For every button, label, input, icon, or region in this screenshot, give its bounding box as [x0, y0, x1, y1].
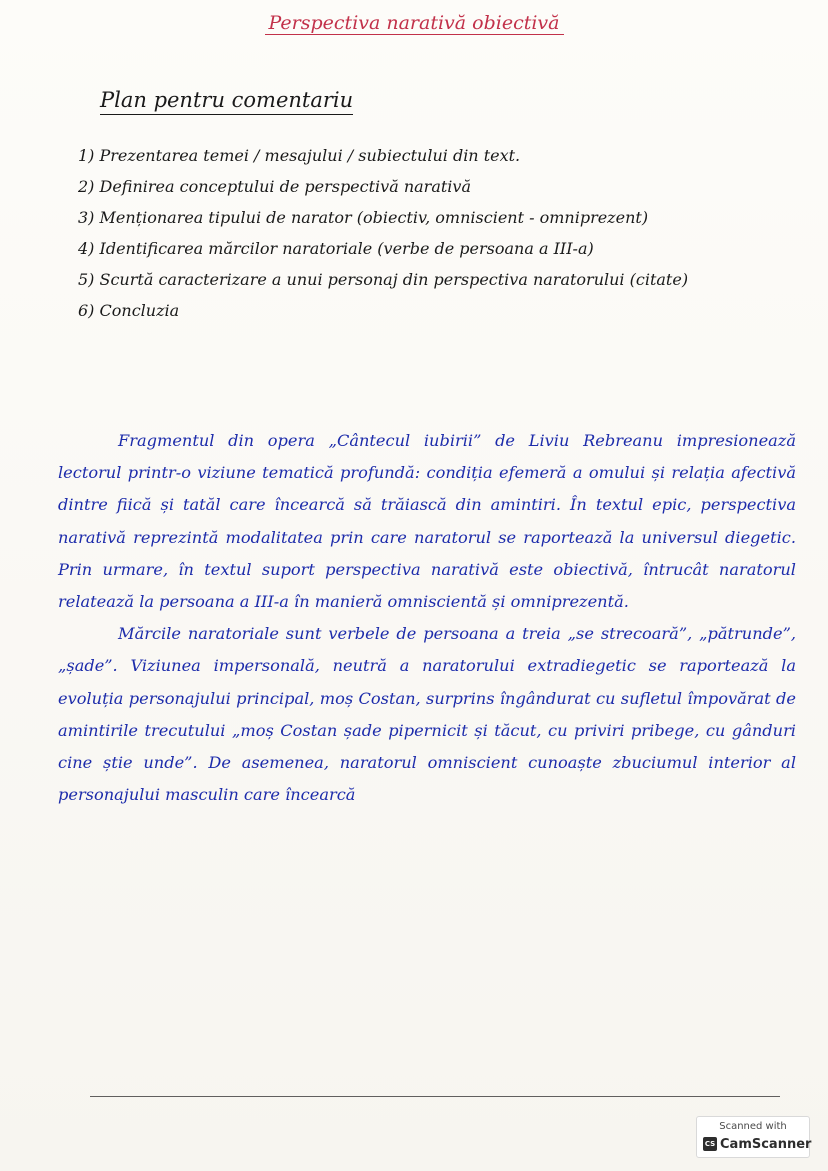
bottom-divider: [90, 1096, 780, 1097]
page-title: Perspectiva narativă obiectivă: [0, 12, 828, 34]
plan-item: 5) Scurtă caracterizare a unui personaj din perspectiva naratorului (citate): [78, 270, 689, 289]
watermark-caption: Scanned with: [719, 1121, 787, 1132]
camscanner-logo-icon: CS: [703, 1137, 717, 1151]
watermark-brand: CamScanner: [720, 1136, 812, 1152]
essay-paragraph: Fragmentul din opera „Cântecul iubirii” de Liviu Rebreanu impresionează lectorul printr-o viziune tematică profundă: condiția efemeră a omului și relația afectivă dintre fiică și tatăl care încearcă să trăiască din amintiri. În textul epic, perspectiva narativă reprezintă modalitatea prin care naratorul se raportează la universul diegetic. Prin urmare, în textul suport perspectiva narativă este obiectivă, întrucât naratorul relatează la persoana a III-a în manieră omniscientă și omniprezentă.: [58, 431, 796, 612]
essay-paragraph: Mărcile naratoriale sunt verbele de persoana a treia „se strecoară”, „pătrunde”, „șade”. Viziunea impersonală, neutră a naratorului extradiegetic se raportează la evoluția personajului principal, moș Costan, surprins îngândurat cu sufletul împovărat de amintirile trecutului „moș Costan șade pipernicit și tăcut, cu priviri pribege, cu gânduri cine știe unde”. De asemenea, naratorul omniscient cunoaște zbuciumul interior al personajului masculin care încearcă: [58, 624, 796, 805]
plan-item: 4) Identificarea mărcilor naratoriale (verbe de persoana a III-a): [78, 239, 594, 258]
plan-item: 1) Prezentarea temei / mesajului / subiectului din text.: [78, 146, 521, 165]
plan-item: 3) Menționarea tipului de narator (obiectiv, omniscient - omniprezent): [78, 208, 649, 227]
plan-heading: Plan pentru comentariu: [100, 88, 353, 112]
plan-item: 6) Concluzia: [78, 301, 180, 320]
plan-list: [78, 140, 798, 326]
camscanner-watermark: [696, 1116, 810, 1158]
essay-body: [58, 425, 796, 811]
plan-item: 2) Definirea conceptului de perspectivă narativă: [78, 177, 471, 196]
